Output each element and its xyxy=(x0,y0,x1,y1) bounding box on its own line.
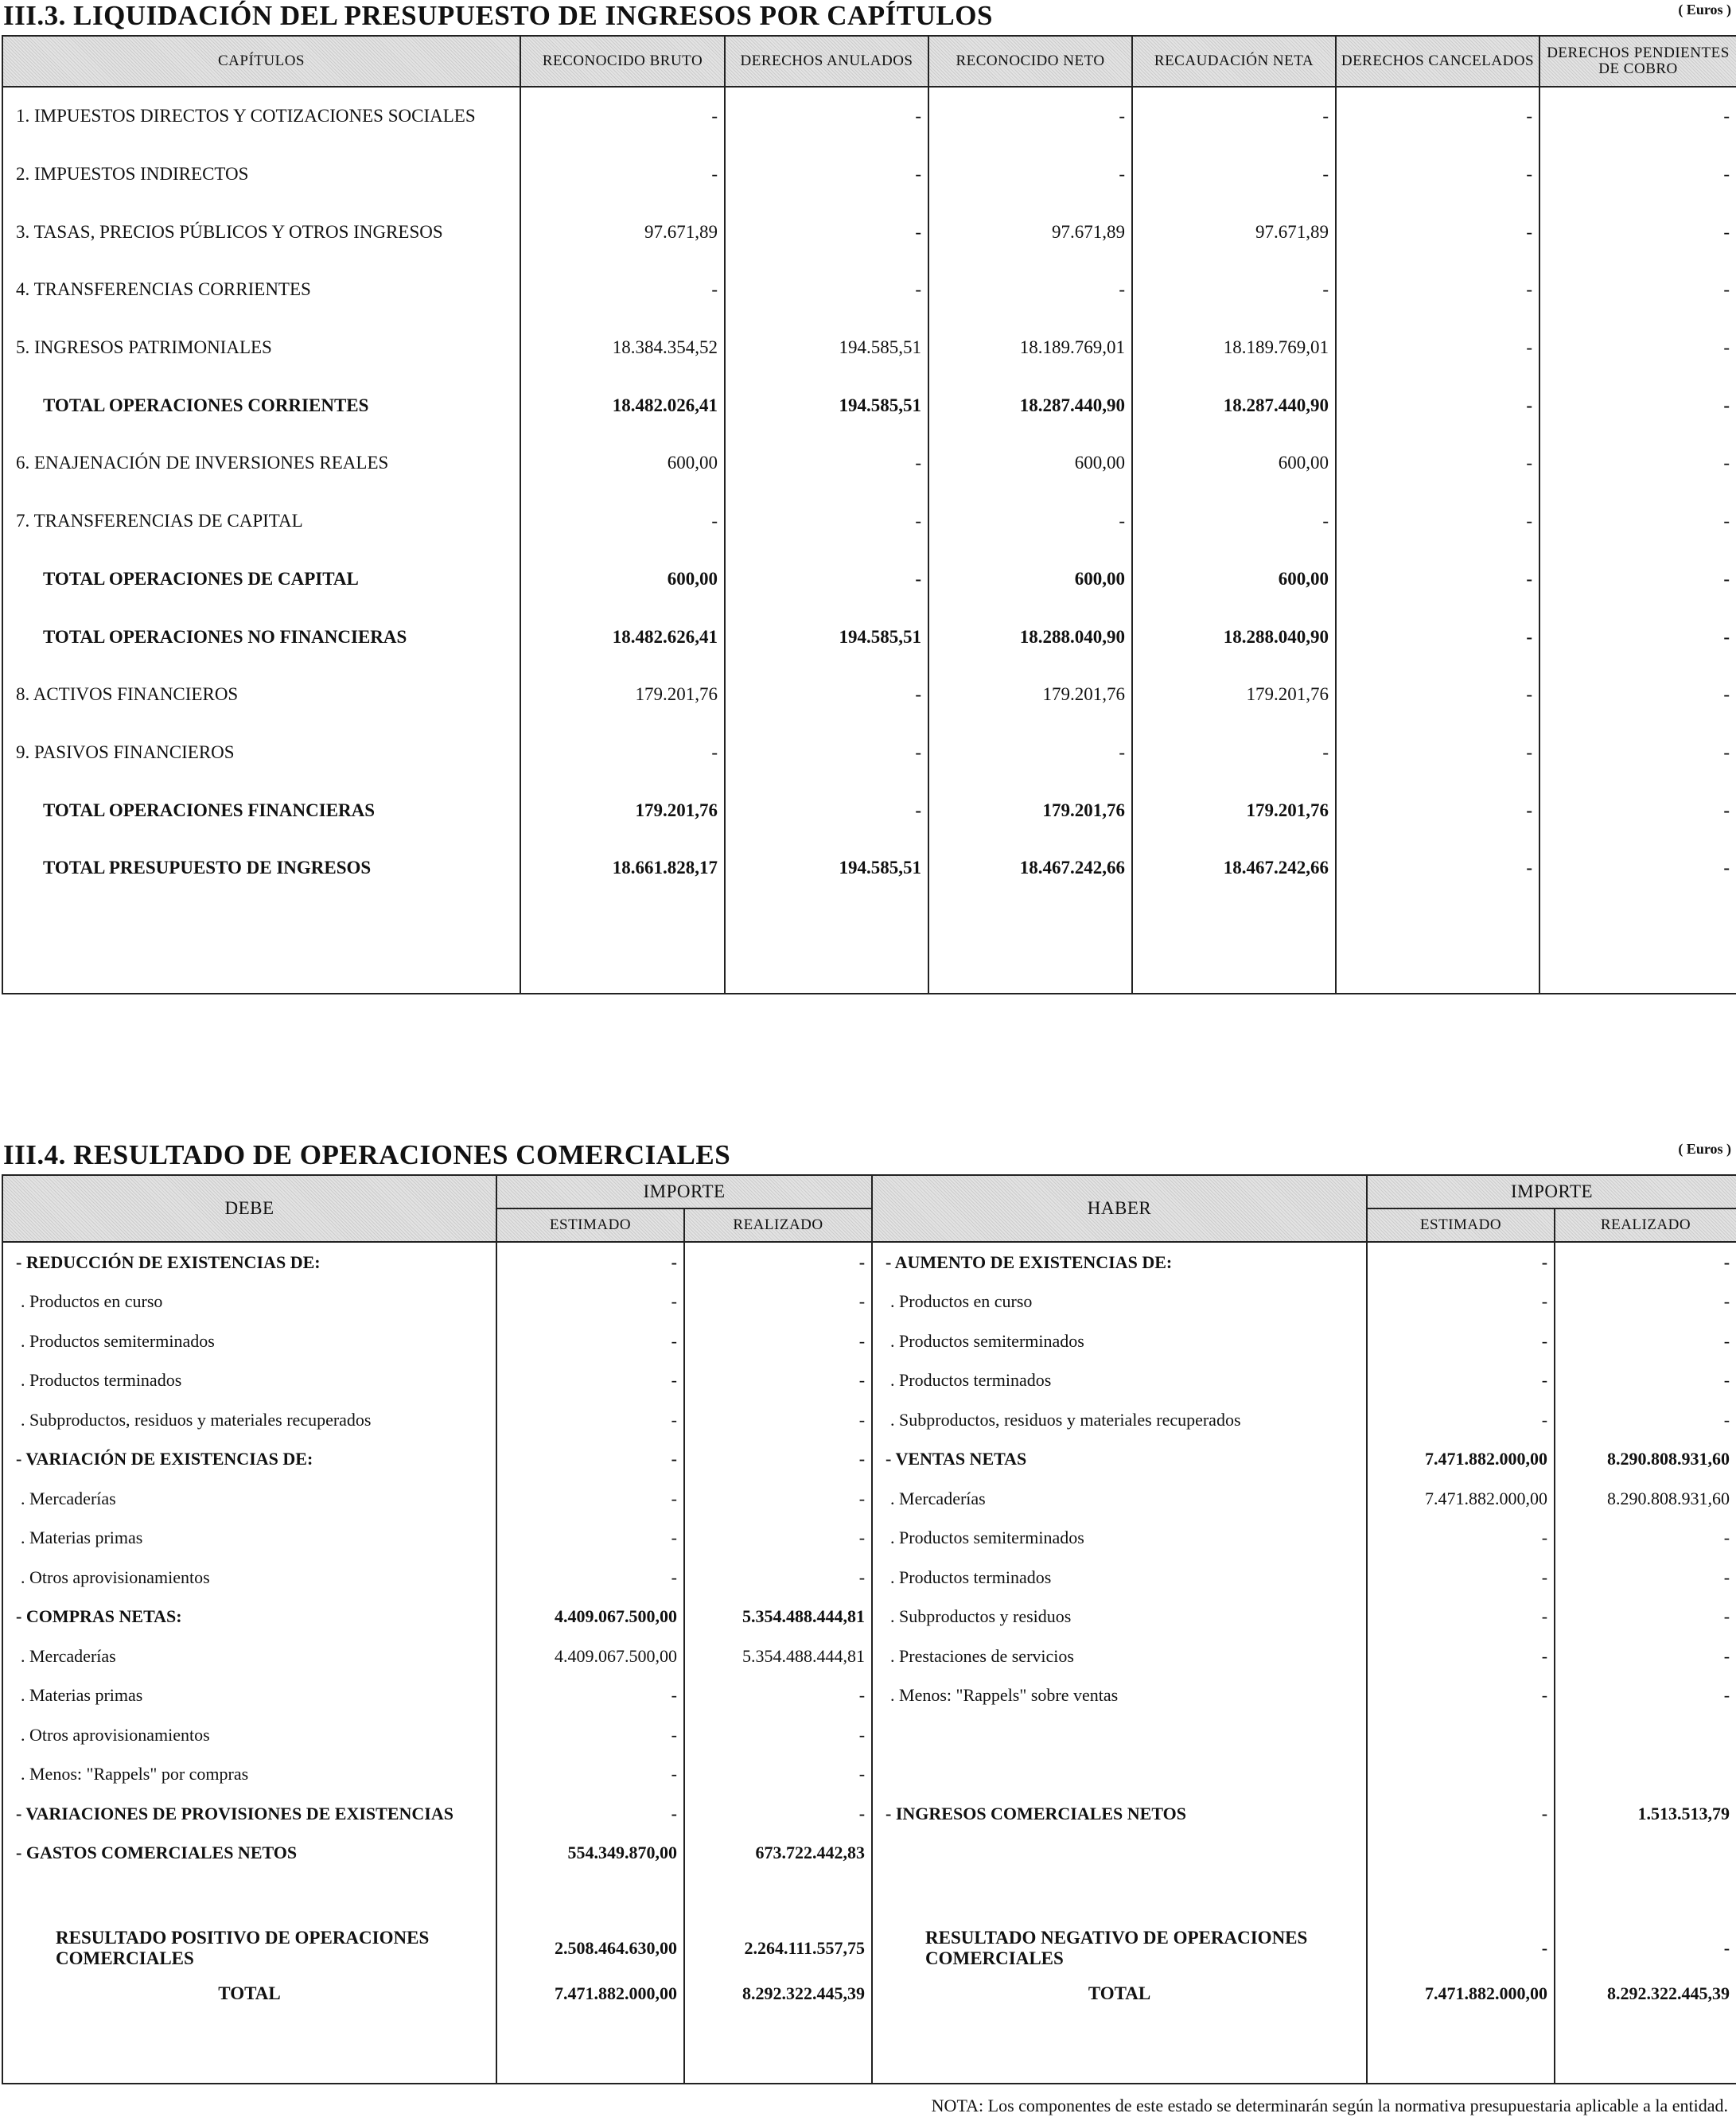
blank-cell xyxy=(1539,897,1736,994)
cell-pendientes: - xyxy=(1539,146,1736,204)
currency-unit-ingresos: ( Euros ) xyxy=(1678,2,1731,18)
haber-realizado: 8.290.808.931,60 xyxy=(1555,1440,1736,1480)
cell-neto: - xyxy=(928,724,1132,782)
cell-neto: 97.671,89 xyxy=(928,203,1132,261)
blank-row xyxy=(2,897,1736,994)
debe-estimado: - xyxy=(496,1794,684,1834)
header-importe-debe: IMPORTE xyxy=(496,1175,872,1208)
row-label: 9. PASIVOS FINANCIEROS xyxy=(2,724,520,782)
cell-neto: - xyxy=(928,492,1132,551)
cell-pendientes: - xyxy=(1539,492,1736,551)
header-importe-haber: IMPORTE xyxy=(1367,1175,1736,1208)
table-row xyxy=(2,492,1736,551)
debe-realizado: - xyxy=(684,1755,872,1795)
debe-estimado: - xyxy=(496,1715,684,1755)
cell-pendientes: - xyxy=(1539,666,1736,724)
table-row xyxy=(2,261,1736,319)
cell-bruto: - xyxy=(520,724,725,782)
debe-estimado: - xyxy=(496,1755,684,1795)
haber-realizado: - xyxy=(1555,1321,1736,1361)
haber-estimado: - xyxy=(1367,1242,1555,1282)
cell-anulados: - xyxy=(725,203,928,261)
haber-estimado: - xyxy=(1367,1321,1555,1361)
debe-concept: . Mercaderías xyxy=(2,1479,496,1519)
row-label: 6. ENAJENACIÓN DE INVERSIONES REALES xyxy=(2,434,520,492)
header-capitulos: CAPÍTULOS xyxy=(2,36,520,87)
debe-estimado: - xyxy=(496,1400,684,1440)
footnote: NOTA: Los componentes de este estado se determinarán según la normativa presupuestaria aplicable a la entidad. xyxy=(931,2096,1728,2115)
table-row xyxy=(2,551,1736,609)
haber-concept: . Productos terminados xyxy=(872,1361,1367,1401)
table-row xyxy=(2,203,1736,261)
cell-cancelados: - xyxy=(1336,551,1539,609)
cell-neto: 18.288.040,90 xyxy=(928,608,1132,666)
table-row xyxy=(2,1400,1736,1440)
cell-bruto: 600,00 xyxy=(520,551,725,609)
blank-cell xyxy=(1132,897,1336,994)
debe-estimado: - xyxy=(496,1321,684,1361)
debe-estimado: - xyxy=(496,1440,684,1480)
debe-realizado: 673.722.442,83 xyxy=(684,1834,872,1874)
cell-neto: 600,00 xyxy=(928,434,1132,492)
cell-anulados: - xyxy=(725,666,928,724)
debe-estimado: - xyxy=(496,1282,684,1322)
debe-estimado: - xyxy=(496,1479,684,1519)
cell-pendientes: - xyxy=(1539,839,1736,897)
cell-pendientes: - xyxy=(1539,608,1736,666)
blank-cell xyxy=(2,897,520,994)
cell-cancelados: - xyxy=(1336,87,1539,146)
row-label: 7. TRANSFERENCIAS DE CAPITAL xyxy=(2,492,520,551)
cell-cancelados: - xyxy=(1336,319,1539,377)
cell-bruto: 600,00 xyxy=(520,434,725,492)
row-label: 1. IMPUESTOS DIRECTOS Y COTIZACIONES SOCIALES xyxy=(2,87,520,146)
header-estimado-haber: ESTIMADO xyxy=(1367,1208,1555,1242)
comerciales-table xyxy=(2,1174,1736,2084)
cell-recaudacion: 18.467.242,66 xyxy=(1132,839,1336,897)
cell-pendientes: - xyxy=(1539,87,1736,146)
cell-cancelados: - xyxy=(1336,608,1539,666)
row-label: TOTAL PRESUPUESTO DE INGRESOS xyxy=(2,839,520,897)
haber-estimado xyxy=(1367,1715,1555,1755)
blank-cell xyxy=(1367,2011,1555,2084)
cell-bruto: 179.201,76 xyxy=(520,666,725,724)
debe-realizado: - xyxy=(684,1321,872,1361)
currency-unit-comerciales: ( Euros ) xyxy=(1678,1141,1731,1157)
haber-estimado: - xyxy=(1367,1676,1555,1716)
haber-estimado: 7.471.882.000,00 xyxy=(1367,1440,1555,1480)
blank-cell xyxy=(872,2011,1367,2084)
haber-realizado: - xyxy=(1555,1598,1736,1637)
cell-neto: 18.467.242,66 xyxy=(928,839,1132,897)
haber-concept xyxy=(872,1755,1367,1795)
debe-concept: . Materias primas xyxy=(2,1519,496,1559)
header-reconocido-bruto: RECONOCIDO BRUTO xyxy=(520,36,725,87)
total-haber-label: TOTAL xyxy=(872,1976,1367,2011)
cell-neto: - xyxy=(928,261,1132,319)
cell-cancelados: - xyxy=(1336,434,1539,492)
blank-cell xyxy=(684,1873,872,1921)
haber-concept: . Mercaderías xyxy=(872,1479,1367,1519)
row-label: 5. INGRESOS PATRIMONIALES xyxy=(2,319,520,377)
cell-anulados: - xyxy=(725,87,928,146)
cell-anulados: - xyxy=(725,146,928,204)
header-estimado-debe: ESTIMADO xyxy=(496,1208,684,1242)
blank-cell xyxy=(1367,1873,1555,1921)
debe-realizado: - xyxy=(684,1715,872,1755)
cell-recaudacion: 97.671,89 xyxy=(1132,203,1336,261)
cell-recaudacion: 18.288.040,90 xyxy=(1132,608,1336,666)
cell-anulados: 194.585,51 xyxy=(725,839,928,897)
debe-realizado: - xyxy=(684,1242,872,1282)
cell-cancelados: - xyxy=(1336,666,1539,724)
table-row xyxy=(2,146,1736,204)
cell-cancelados: - xyxy=(1336,724,1539,782)
row-label: 3. TASAS, PRECIOS PÚBLICOS Y OTROS INGRESOS xyxy=(2,203,520,261)
table-row xyxy=(2,1715,1736,1755)
blank-row xyxy=(2,1873,1736,1921)
debe-concept: - GASTOS COMERCIALES NETOS xyxy=(2,1834,496,1874)
haber-concept xyxy=(872,1715,1367,1755)
ingresos-table xyxy=(2,35,1736,994)
debe-estimado: - xyxy=(496,1242,684,1282)
haber-realizado xyxy=(1555,1715,1736,1755)
haber-estimado xyxy=(1367,1755,1555,1795)
haber-realizado: 1.513.513,79 xyxy=(1555,1794,1736,1834)
haber-concept: - INGRESOS COMERCIALES NETOS xyxy=(872,1794,1367,1834)
header-reconocido-neto: RECONOCIDO NETO xyxy=(928,36,1132,87)
cell-anulados: - xyxy=(725,724,928,782)
debe-realizado: 5.354.488.444,81 xyxy=(684,1598,872,1637)
blank-cell xyxy=(2,2011,496,2084)
cell-neto: 18.287.440,90 xyxy=(928,376,1132,434)
haber-concept: . Subproductos y residuos xyxy=(872,1598,1367,1637)
haber-concept: - VENTAS NETAS xyxy=(872,1440,1367,1480)
cell-recaudacion: - xyxy=(1132,146,1336,204)
debe-concept: . Productos terminados xyxy=(2,1361,496,1401)
debe-estimado: 4.409.067.500,00 xyxy=(496,1637,684,1676)
debe-estimado: 4.409.067.500,00 xyxy=(496,1598,684,1637)
haber-concept: . Productos semiterminados xyxy=(872,1519,1367,1559)
debe-realizado: - xyxy=(684,1676,872,1716)
total-debe-estimado: 7.471.882.000,00 xyxy=(496,1976,684,2011)
resultado-negativo-label: RESULTADO NEGATIVO DE OPERACIONES COMERCIALES xyxy=(872,1921,1367,1976)
blank-cell xyxy=(1555,2011,1736,2084)
debe-estimado: - xyxy=(496,1361,684,1401)
header-derechos-cancelados: DERECHOS CANCELADOS xyxy=(1336,36,1539,87)
cell-bruto: - xyxy=(520,87,725,146)
debe-concept: . Productos en curso xyxy=(2,1282,496,1322)
table-row xyxy=(2,666,1736,724)
haber-estimado: - xyxy=(1367,1400,1555,1440)
table-row xyxy=(2,87,1736,146)
blank-cell xyxy=(520,897,725,994)
cell-cancelados: - xyxy=(1336,492,1539,551)
cell-neto: - xyxy=(928,146,1132,204)
table-row xyxy=(2,608,1736,666)
haber-realizado: - xyxy=(1555,1282,1736,1322)
haber-estimado xyxy=(1367,1834,1555,1874)
resultado-negativo-realizado: - xyxy=(1555,1921,1736,1976)
cell-bruto: 18.482.026,41 xyxy=(520,376,725,434)
debe-estimado: 554.349.870,00 xyxy=(496,1834,684,1874)
blank-cell xyxy=(496,2011,684,2084)
cell-neto: 179.201,76 xyxy=(928,666,1132,724)
row-label: TOTAL OPERACIONES CORRIENTES xyxy=(2,376,520,434)
haber-concept xyxy=(872,1834,1367,1874)
header-derechos-pendientes: DERECHOS PENDIENTES DE COBRO xyxy=(1539,36,1736,87)
haber-realizado: - xyxy=(1555,1676,1736,1716)
table-row xyxy=(2,1676,1736,1716)
cell-cancelados: - xyxy=(1336,376,1539,434)
header-recaudacion-neta: RECAUDACIÓN NETA xyxy=(1132,36,1336,87)
blank-cell xyxy=(928,897,1132,994)
table-row xyxy=(2,1519,1736,1559)
haber-estimado: - xyxy=(1367,1282,1555,1322)
table-row xyxy=(2,1282,1736,1322)
haber-estimado: - xyxy=(1367,1794,1555,1834)
section-title-ingresos: III.3. LIQUIDACIÓN DEL PRESUPUESTO DE INGRESOS POR CAPÍTULOS xyxy=(3,0,993,31)
cell-bruto: 18.482.626,41 xyxy=(520,608,725,666)
blank-cell xyxy=(725,897,928,994)
cell-recaudacion: - xyxy=(1132,87,1336,146)
cell-anulados: 194.585,51 xyxy=(725,376,928,434)
haber-realizado: - xyxy=(1555,1361,1736,1401)
debe-concept: - COMPRAS NETAS: xyxy=(2,1598,496,1637)
haber-concept: . Productos terminados xyxy=(872,1558,1367,1598)
debe-concept: - REDUCCIÓN DE EXISTENCIAS DE: xyxy=(2,1242,496,1282)
table-row xyxy=(2,1440,1736,1480)
table-row xyxy=(2,1637,1736,1676)
cell-cancelados: - xyxy=(1336,839,1539,897)
haber-estimado: - xyxy=(1367,1637,1555,1676)
cell-anulados: - xyxy=(725,781,928,839)
table-row xyxy=(2,1598,1736,1637)
table-row xyxy=(2,1558,1736,1598)
haber-estimado: - xyxy=(1367,1558,1555,1598)
cell-bruto: - xyxy=(520,261,725,319)
table-row xyxy=(2,1479,1736,1519)
haber-concept: - AUMENTO DE EXISTENCIAS DE: xyxy=(872,1242,1367,1282)
haber-estimado: - xyxy=(1367,1361,1555,1401)
section-title-comerciales: III.4. RESULTADO DE OPERACIONES COMERCIALES xyxy=(3,1139,731,1170)
debe-realizado: - xyxy=(684,1558,872,1598)
haber-realizado: - xyxy=(1555,1637,1736,1676)
haber-concept: . Productos semiterminados xyxy=(872,1321,1367,1361)
table-row xyxy=(2,319,1736,377)
cell-recaudacion: - xyxy=(1132,724,1336,782)
cell-bruto: - xyxy=(520,492,725,551)
row-label: 4. TRANSFERENCIAS CORRIENTES xyxy=(2,261,520,319)
debe-concept: . Materias primas xyxy=(2,1676,496,1716)
resultado-row xyxy=(2,1921,1736,1976)
haber-concept: . Subproductos, residuos y materiales recuperados xyxy=(872,1400,1367,1440)
cell-pendientes: - xyxy=(1539,376,1736,434)
header-haber: HABER xyxy=(872,1175,1367,1242)
cell-bruto: 179.201,76 xyxy=(520,781,725,839)
blank-row xyxy=(2,2011,1736,2084)
debe-concept: - VARIACIÓN DE EXISTENCIAS DE: xyxy=(2,1440,496,1480)
cell-cancelados: - xyxy=(1336,146,1539,204)
row-label: TOTAL OPERACIONES NO FINANCIERAS xyxy=(2,608,520,666)
debe-realizado: - xyxy=(684,1440,872,1480)
row-label: 2. IMPUESTOS INDIRECTOS xyxy=(2,146,520,204)
row-label: TOTAL OPERACIONES DE CAPITAL xyxy=(2,551,520,609)
cell-recaudacion: 179.201,76 xyxy=(1132,781,1336,839)
cell-bruto: 18.384.354,52 xyxy=(520,319,725,377)
cell-anulados: - xyxy=(725,434,928,492)
debe-estimado: - xyxy=(496,1676,684,1716)
debe-concept: . Mercaderías xyxy=(2,1637,496,1676)
cell-pendientes: - xyxy=(1539,781,1736,839)
cell-recaudacion: 18.189.769,01 xyxy=(1132,319,1336,377)
blank-cell xyxy=(2,1873,496,1921)
debe-realizado: - xyxy=(684,1794,872,1834)
debe-estimado: - xyxy=(496,1519,684,1559)
haber-realizado xyxy=(1555,1755,1736,1795)
cell-recaudacion: 600,00 xyxy=(1132,434,1336,492)
total-haber-estimado: 7.471.882.000,00 xyxy=(1367,1976,1555,2011)
row-label: TOTAL OPERACIONES FINANCIERAS xyxy=(2,781,520,839)
cell-recaudacion: 600,00 xyxy=(1132,551,1336,609)
cell-pendientes: - xyxy=(1539,261,1736,319)
cell-recaudacion: - xyxy=(1132,261,1336,319)
cell-anulados: 194.585,51 xyxy=(725,608,928,666)
cell-recaudacion: 18.287.440,90 xyxy=(1132,376,1336,434)
debe-concept: . Subproductos, residuos y materiales recuperados xyxy=(2,1400,496,1440)
haber-realizado: - xyxy=(1555,1519,1736,1559)
cell-pendientes: - xyxy=(1539,551,1736,609)
table-row xyxy=(2,781,1736,839)
cell-anulados: 194.585,51 xyxy=(725,319,928,377)
blank-cell xyxy=(496,1873,684,1921)
table-row xyxy=(2,1834,1736,1874)
blank-cell xyxy=(1336,897,1539,994)
total-debe-label: TOTAL xyxy=(2,1976,496,2011)
debe-concept: . Otros aprovisionamientos xyxy=(2,1715,496,1755)
cell-cancelados: - xyxy=(1336,781,1539,839)
cell-pendientes: - xyxy=(1539,434,1736,492)
cell-recaudacion: - xyxy=(1132,492,1336,551)
debe-estimado: - xyxy=(496,1558,684,1598)
total-row xyxy=(2,1976,1736,2011)
haber-realizado: - xyxy=(1555,1400,1736,1440)
total-haber-realizado: 8.292.322.445,39 xyxy=(1555,1976,1736,2011)
debe-concept: - VARIACIONES DE PROVISIONES DE EXISTENCIAS xyxy=(2,1794,496,1834)
header-realizado-haber: REALIZADO xyxy=(1555,1208,1736,1242)
cell-pendientes: - xyxy=(1539,319,1736,377)
debe-concept: . Menos: "Rappels" por compras xyxy=(2,1755,496,1795)
debe-realizado: - xyxy=(684,1519,872,1559)
cell-cancelados: - xyxy=(1336,261,1539,319)
table-row xyxy=(2,1242,1736,1282)
haber-concept: . Productos en curso xyxy=(872,1282,1367,1322)
cell-pendientes: - xyxy=(1539,724,1736,782)
header-debe: DEBE xyxy=(2,1175,496,1242)
cell-bruto: - xyxy=(520,146,725,204)
debe-realizado: - xyxy=(684,1361,872,1401)
blank-cell xyxy=(684,2011,872,2084)
cell-cancelados: - xyxy=(1336,203,1539,261)
haber-estimado: - xyxy=(1367,1598,1555,1637)
header-derechos-anulados: DERECHOS ANULADOS xyxy=(725,36,928,87)
haber-estimado: 7.471.882.000,00 xyxy=(1367,1479,1555,1519)
blank-cell xyxy=(1555,1873,1736,1921)
table-row xyxy=(2,434,1736,492)
haber-estimado: - xyxy=(1367,1519,1555,1559)
table-row xyxy=(2,1361,1736,1401)
cell-neto: - xyxy=(928,87,1132,146)
haber-concept: . Prestaciones de servicios xyxy=(872,1637,1367,1676)
cell-pendientes: - xyxy=(1539,203,1736,261)
cell-anulados: - xyxy=(725,492,928,551)
resultado-positivo-estimado: 2.508.464.630,00 xyxy=(496,1921,684,1976)
haber-realizado: - xyxy=(1555,1242,1736,1282)
table-row xyxy=(2,376,1736,434)
cell-recaudacion: 179.201,76 xyxy=(1132,666,1336,724)
cell-neto: 179.201,76 xyxy=(928,781,1132,839)
total-debe-realizado: 8.292.322.445,39 xyxy=(684,1976,872,2011)
haber-realizado xyxy=(1555,1834,1736,1874)
debe-realizado: - xyxy=(684,1400,872,1440)
debe-realizado: - xyxy=(684,1479,872,1519)
resultado-positivo-label: RESULTADO POSITIVO DE OPERACIONES COMERCIALES xyxy=(2,1921,496,1976)
header-realizado-debe: REALIZADO xyxy=(684,1208,872,1242)
table-row xyxy=(2,724,1736,782)
debe-concept: . Otros aprovisionamientos xyxy=(2,1558,496,1598)
resultado-negativo-estimado: - xyxy=(1367,1921,1555,1976)
cell-neto: 600,00 xyxy=(928,551,1132,609)
cell-neto: 18.189.769,01 xyxy=(928,319,1132,377)
cell-bruto: 97.671,89 xyxy=(520,203,725,261)
haber-realizado: - xyxy=(1555,1558,1736,1598)
debe-concept: . Productos semiterminados xyxy=(2,1321,496,1361)
cell-bruto: 18.661.828,17 xyxy=(520,839,725,897)
table-row xyxy=(2,1755,1736,1795)
debe-realizado: 5.354.488.444,81 xyxy=(684,1637,872,1676)
table-row xyxy=(2,839,1736,897)
debe-realizado: - xyxy=(684,1282,872,1322)
row-label: 8. ACTIVOS FINANCIEROS xyxy=(2,666,520,724)
cell-anulados: - xyxy=(725,261,928,319)
table-row xyxy=(2,1794,1736,1834)
resultado-positivo-realizado: 2.264.111.557,75 xyxy=(684,1921,872,1976)
cell-anulados: - xyxy=(725,551,928,609)
haber-concept: . Menos: "Rappels" sobre ventas xyxy=(872,1676,1367,1716)
blank-cell xyxy=(872,1873,1367,1921)
haber-realizado: 8.290.808.931,60 xyxy=(1555,1479,1736,1519)
table-row xyxy=(2,1321,1736,1361)
